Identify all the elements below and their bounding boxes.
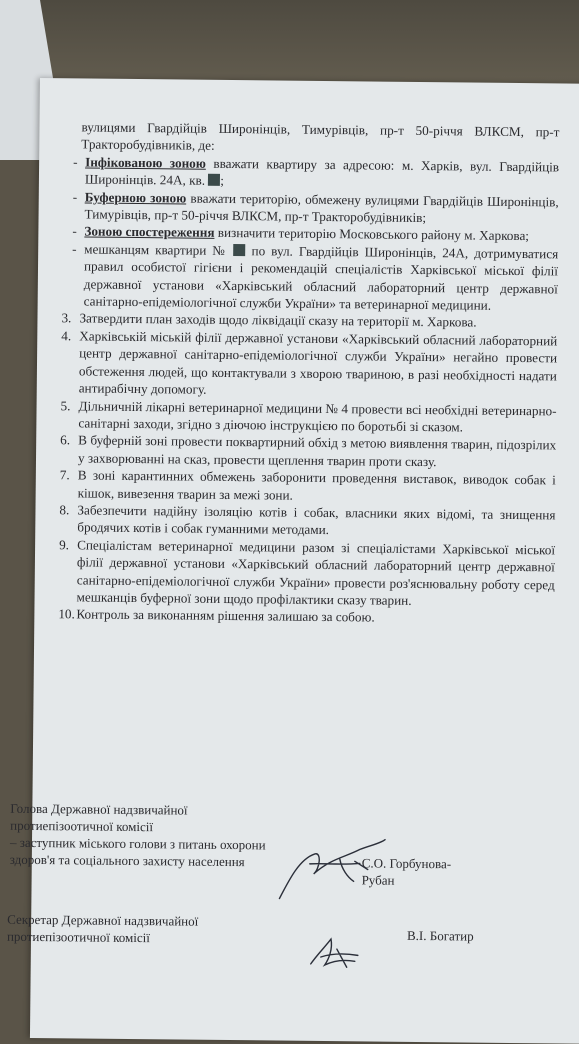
- list-item-text: Спеціалістам ветеринарної медицини разом зі спеціалістами Харківської міської філії державної установи «Харківський обласний лабораторний центр державної санітарно-епідеміологічної служби України» провести роз'яснювальну роботу серед мешканців буферної зони щодо профілактики сказу тварин.: [76, 537, 556, 608]
- dash-marker: -: [72, 241, 77, 257]
- dash-marker: -: [72, 188, 78, 205]
- list-item-number: 4.: [61, 328, 72, 344]
- list-item-text: В буферній зоні провести поквартирний обхід з метою виявлення тварин, підозрілих у захворюванні на сказ, провести щеплення тварин проти сказу.: [77, 432, 557, 469]
- signatory-title-line: Секретар Державної надзвичайної: [7, 911, 199, 929]
- signatory-title-line: протиепізоотичної комісії: [10, 817, 154, 835]
- dash-marker: -: [72, 223, 77, 239]
- list-item: [57, 327, 558, 402]
- sub-item-text: вважати квартиру за адресою: м. Харків, вул. Гвардійців Широнінців. 24А, кв.: [84, 155, 560, 188]
- list-item-number: 7.: [59, 467, 70, 483]
- list-item-text: Дільничній лікарні ветеринарної медицини № 4 провести всі необхідні ветеринарно-санітарні заходи, згідно з діючою інструкцією по боротьбі зі сказом.: [78, 397, 557, 435]
- signatory-title-line: протиепізоотичної комісії: [6, 928, 150, 946]
- sub-item-bold: Буферною зоною: [84, 189, 187, 206]
- list-item-number: 3.: [61, 310, 72, 326]
- sub-item-text: визначити територію Московського району м. Харкова;: [214, 225, 530, 244]
- sub-item-text: мешканцям квартири №: [84, 241, 234, 258]
- sub-item-text: вважати територію, обмежену вулицями Гвардійців Широнінців, Тимурівців, пр-т 50-річчя ВЛКСМ, пр-т Тракторобудівників;: [84, 190, 559, 226]
- handwritten-signature-secretary: [303, 929, 384, 980]
- list-item: [56, 397, 556, 437]
- sub-item-residents: [58, 240, 559, 315]
- signatory-title-line: Голова Державної надзвичайної: [10, 800, 188, 818]
- redaction-box: [234, 244, 246, 256]
- signatory-block-chairman: [9, 800, 481, 888]
- signatory-block-secretary: [7, 911, 477, 950]
- list-item-number: 10.: [58, 606, 75, 622]
- document-page: [6, 78, 579, 1044]
- list-item-text: Забезпечити надійну ізоляцію котів і собак, власники яких відомі, та знищення бродячих котів і собак гуманними методами.: [77, 502, 556, 538]
- list-item: [55, 501, 555, 541]
- list-item-text: Контроль за виконанням рішення залишаю за собою.: [76, 606, 375, 625]
- intro-paragraph: вулицями Гвардійців Широнінців, Тимурівців, пр-т 50-річчя ВЛКСМ, пр-т Тракторобудівників, де:: [81, 119, 560, 154]
- list-item: [56, 466, 556, 506]
- list-item-text: Затвердити план заходів щодо ліквідації сказу на території м. Харкова.: [79, 310, 477, 331]
- list-item-number: 8.: [59, 502, 70, 518]
- list-item: [56, 432, 556, 472]
- list-item-number: 6.: [60, 432, 71, 448]
- sub-item-tail: ;: [220, 173, 225, 189]
- list-item-number: 5.: [60, 397, 71, 413]
- sub-item-bold: Інфікованою зоною: [85, 154, 206, 171]
- list-item-text: Харківській міській філії державної установи «Харківський обласний лабораторний центр державної санітарно-епідеміологічної служби України» негайно провести обстеження людей, що контактували з хворою твариною, в разі необхідності надати антирабічну допомогу.: [78, 328, 558, 397]
- dash-marker: -: [73, 154, 78, 170]
- list-item-number: 9.: [59, 536, 70, 553]
- sub-item-buffer-zone: [58, 188, 558, 228]
- sub-item-tail: по вул. Гвардійців Широнінців, 24А, дотримуватися правил особистої гігієни і рекомендацій спеціалістів Харківської міської філії державної установи «Харківський обласний лабораторний центр державної санітарно-епідеміологічної служби України» та ветеринарної медицини.: [83, 243, 559, 313]
- list-item: [54, 536, 555, 611]
- redaction-box: [208, 174, 220, 186]
- sub-item-bold: Зоною спостереження: [84, 223, 215, 241]
- signatory-title-line: – заступник міського голови з питань охорони: [9, 834, 266, 853]
- handwritten-signature-chairman: [269, 818, 390, 909]
- signatory-title-line: здоров'я та соціального захисту населення: [9, 851, 245, 870]
- signatory-name: С.О. Горбунова-Рубан: [361, 855, 452, 888]
- list-item-text: В зоні карантинних обмежень заборонити проведення виставок, виводок собак і кішок, вивезення тварин за межі зони.: [77, 467, 556, 503]
- signatory-name: В.І. Богатир: [406, 927, 474, 944]
- document-body: [54, 118, 559, 628]
- sub-item-infected-zone: [59, 153, 559, 193]
